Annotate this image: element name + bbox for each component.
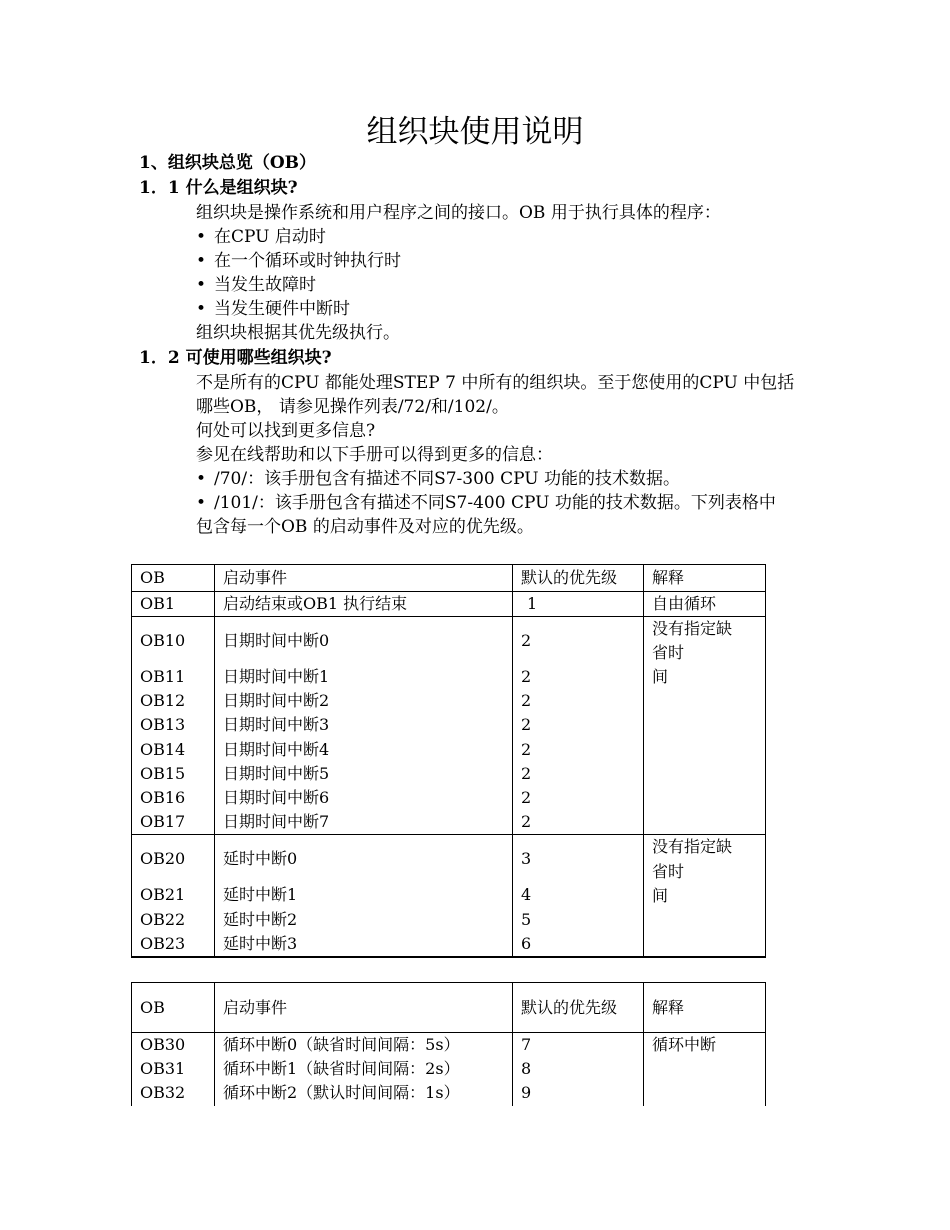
bullet-item: • 当发生故障时 <box>196 275 316 295</box>
table-cell: OB23 <box>140 933 186 953</box>
table-cell: OB13 <box>140 715 186 735</box>
ob-number-cells <box>132 617 215 835</box>
table-cell: OB31 <box>140 1059 186 1079</box>
table-cell: OB21 <box>140 885 186 905</box>
table-cell: OB1 <box>132 592 215 617</box>
ob-number-cells <box>132 1033 215 1106</box>
page-title: 组织块使用说明 <box>366 114 584 150</box>
table-cell: OB14 <box>140 739 186 759</box>
paragraph-cpu-line1: 不是所有的CPU 都能处理STEP 7 中所有的组织块。至于您使用的CPU 中包括 <box>196 373 795 393</box>
table-cell: 启动结束或OB1 执行结束 <box>215 592 513 617</box>
table-cell: OB11 <box>140 667 186 686</box>
subsection-heading-which-obs: 1．2 可使用哪些组织块? <box>139 348 332 368</box>
note-line: 省时 <box>652 643 685 663</box>
note-line: 间 <box>652 667 669 687</box>
note-line: 省时 <box>652 861 685 881</box>
table-cell: 循环中断2（默认时间间隔：1s） <box>223 1083 460 1103</box>
table-cell: 2 <box>521 763 532 783</box>
table-cell: 日期时间中断2 <box>223 691 330 711</box>
note-cell <box>644 617 766 835</box>
table-cell: 延时中断1 <box>223 885 298 905</box>
table-cell: 2 <box>521 631 532 650</box>
table-cell: 日期时间中断3 <box>223 715 330 735</box>
table-cell: 6 <box>521 933 532 953</box>
ob-table-2 <box>131 982 766 1106</box>
table-cell: OB30 <box>140 1035 186 1054</box>
paragraph-question: 何处可以找到更多信息? <box>196 421 376 441</box>
table-cell: 2 <box>521 667 532 686</box>
table-cell: 7 <box>521 1035 532 1054</box>
table-row <box>132 592 766 617</box>
note-cell <box>644 835 766 957</box>
event-cells <box>215 617 513 835</box>
table-cell: 日期时间中断7 <box>223 812 330 832</box>
table-cell: OB32 <box>140 1083 186 1103</box>
table-cell: 8 <box>521 1059 532 1079</box>
table-cell: 1 <box>513 592 644 617</box>
table-cell: 2 <box>521 739 532 759</box>
table-header-cell: 启动事件 <box>215 565 513 592</box>
priority-cells <box>513 835 644 957</box>
table-cell: OB12 <box>140 691 186 711</box>
table-header-cell: OB <box>132 565 215 592</box>
bullet-icon: • <box>196 469 207 489</box>
table-cell: 2 <box>521 691 532 711</box>
table-cell: OB15 <box>140 763 186 783</box>
note-line: 间 <box>652 885 669 905</box>
table-header-cell: 默认的优先级 <box>513 983 644 1033</box>
table-cell: 3 <box>521 849 532 869</box>
bullet-item: • /101/：该手册包含有描述不同S7-400 CPU 功能的技术数据。下列表格中 <box>196 493 776 513</box>
table-header-cell: OB <box>132 983 215 1033</box>
paragraph-ob-intro: 组织块是操作系统和用户程序之间的接口。OB 用于执行具体的程序： <box>196 203 721 223</box>
table-cell: 5 <box>521 909 532 929</box>
table-row-group <box>132 1033 766 1106</box>
note-line: 没有指定缺 <box>652 837 733 857</box>
table-cell: OB17 <box>140 812 186 832</box>
priority-cells <box>513 617 644 835</box>
table-header-cell: 默认的优先级 <box>513 565 644 592</box>
paragraph-bullet2-cont: 包含每一个OB 的启动事件及对应的优先级。 <box>196 517 534 537</box>
table-cell: OB10 <box>140 631 186 650</box>
paragraph-ob-priority: 组织块根据其优先级执行。 <box>196 323 400 343</box>
section-heading-overview: 1、组织块总览（OB） <box>139 153 317 173</box>
table-header-row <box>132 983 766 1033</box>
table-cell: 自由循环 <box>644 592 766 617</box>
bullet-icon: • <box>196 493 207 513</box>
paragraph-cpu-line2: 哪些OB， 请参见操作列表/72/和/102/。 <box>196 397 509 417</box>
paragraph-reference: 参见在线帮助和以下手册可以得到更多的信息： <box>196 445 553 465</box>
note-line: 没有指定缺 <box>652 619 733 638</box>
table-header-row <box>132 565 766 592</box>
table-cell: 日期时间中断5 <box>223 763 330 783</box>
ob-number-cells <box>132 835 215 957</box>
event-cells <box>215 1033 513 1106</box>
table-cell: 4 <box>521 885 532 905</box>
table-cell: 日期时间中断6 <box>223 787 330 807</box>
table-cell: OB22 <box>140 909 186 929</box>
table-row-group <box>132 617 766 835</box>
table-cell: 9 <box>521 1083 532 1103</box>
bullet-icon: • <box>196 251 207 271</box>
table-cell: 延时中断3 <box>223 933 298 953</box>
bullet-item: • 当发生硬件中断时 <box>196 299 350 319</box>
bullet-item: • 在CPU 启动时 <box>196 227 326 247</box>
table-cell: 2 <box>521 812 532 832</box>
table-header-cell: 解释 <box>644 565 766 592</box>
table-cell: OB16 <box>140 787 186 807</box>
ob-table-1 <box>131 564 766 958</box>
subsection-heading-what-is-ob: 1．1 什么是组织块? <box>139 178 298 198</box>
note-line: 循环中断 <box>652 1035 717 1054</box>
bullet-icon: • <box>196 299 207 319</box>
priority-cells <box>513 1033 644 1106</box>
table-cell: 循环中断0（缺省时间间隔：5s） <box>223 1035 460 1054</box>
table-cell: 日期时间中断0 <box>223 631 330 650</box>
bullet-icon: • <box>196 275 207 295</box>
table-cell: 2 <box>521 715 532 735</box>
table-cell: 延时中断2 <box>223 909 298 929</box>
bullet-item: • 在一个循环或时钟执行时 <box>196 251 401 271</box>
note-cell <box>644 1033 766 1106</box>
bullet-icon: • <box>196 227 207 247</box>
event-cells <box>215 835 513 957</box>
table-cell: 日期时间中断4 <box>223 739 330 759</box>
table-cell: 延时中断0 <box>223 849 298 869</box>
table-cell: OB20 <box>140 849 186 869</box>
table-header-cell: 启动事件 <box>215 983 513 1033</box>
table-row-group <box>132 835 766 957</box>
bullet-item: • /70/：该手册包含有描述不同S7-300 CPU 功能的技术数据。 <box>196 469 681 489</box>
table-cell: 循环中断1（缺省时间间隔：2s） <box>223 1059 460 1079</box>
table-header-cell: 解释 <box>644 983 766 1033</box>
table-cell: 2 <box>521 787 532 807</box>
table-cell: 日期时间中断1 <box>223 667 330 686</box>
